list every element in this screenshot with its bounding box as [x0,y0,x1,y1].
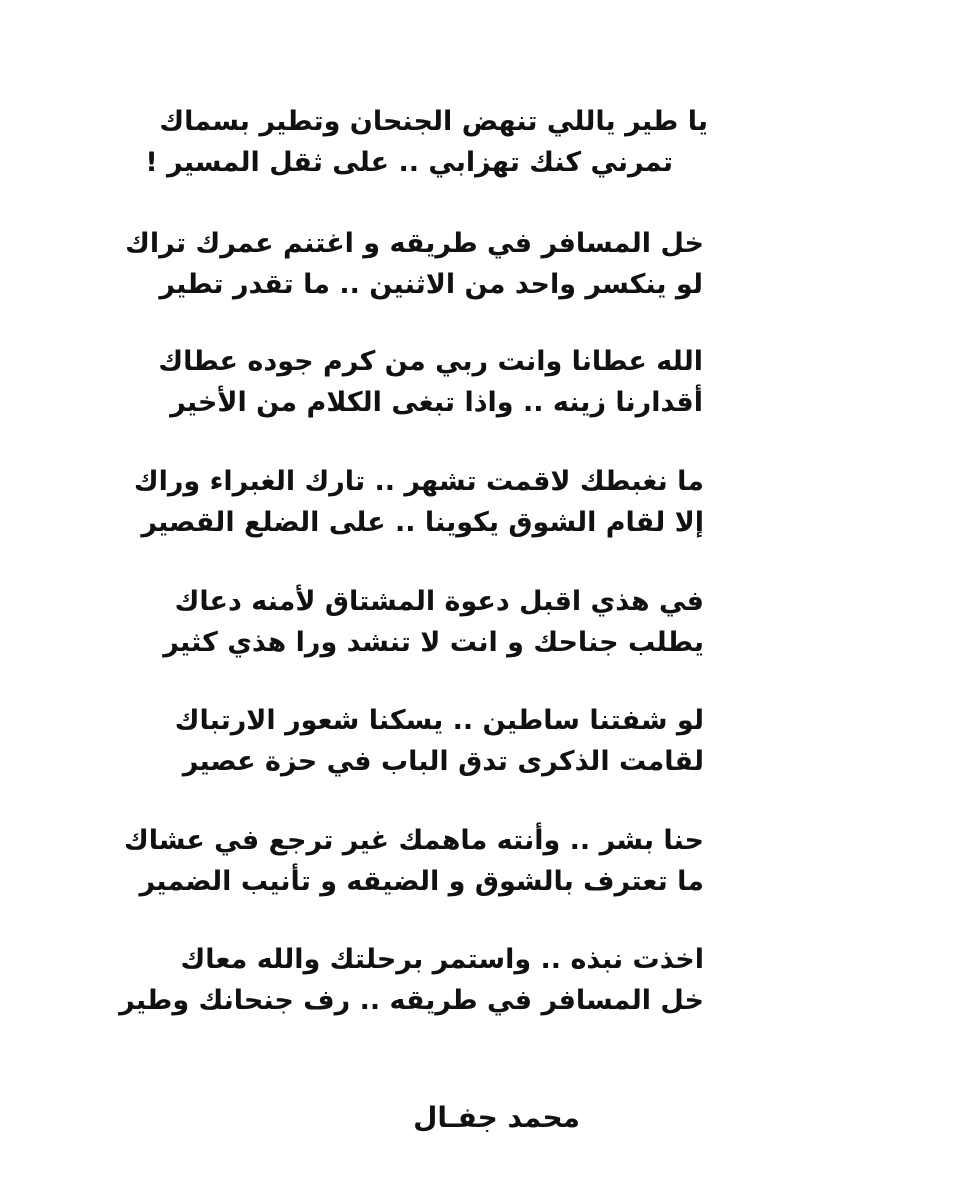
verse-line: لقامت الذكرى تدق الباب في حزة عصير [182,746,704,777]
verse-line: خل المسافر في طريقه .. رف جنحانك وطير [119,985,704,1016]
verse-line: لو شفتنا ساطين .. يسكنا شعور الارتباك [174,705,704,736]
verse-line: ما نغبطك لاقمت تشهر .. تارك الغبراء وراك [133,466,704,497]
verse-line: إلا لقام الشوق يكوينا .. على الضلع القصير [141,507,704,538]
verse-line: ما تعترف بالشوق و الضيقه و تأنيب الضمير [139,866,704,897]
verse-line: لو ينكسر واحد من الاثنين .. ما تقدر تطير [159,269,703,300]
verse-line: حنا بشر .. وأنته ماهمك غير ترجع في عشاك [123,825,704,856]
verse-line: اخذت نبذه .. واستمر برحلتك والله معاك [180,944,704,975]
verse-line: خل المسافر في طريقه و اغتنم عمرك تراك [125,228,704,259]
author-signature: محمد جفـال [413,1101,580,1134]
verse-line: يا طير ياللي تنهض الجنحان وتطير بسماك [159,106,708,137]
verse-line: في هذي اقبل دعوة المشتاق لأمنه دعاك [174,586,704,617]
verse-line: يطلب جناحك و انت لا تنشد ورا هذي كثير [163,627,704,658]
verse-line: أقدارنا زينه .. واذا تبغى الكلام من الأخير [170,387,703,418]
verse-line: تمرني كنك تهزابي .. على ثقل المسير ! [145,147,673,178]
verse-line: الله عطانا وانت ربي من كرم جوده عطاك [158,346,703,377]
